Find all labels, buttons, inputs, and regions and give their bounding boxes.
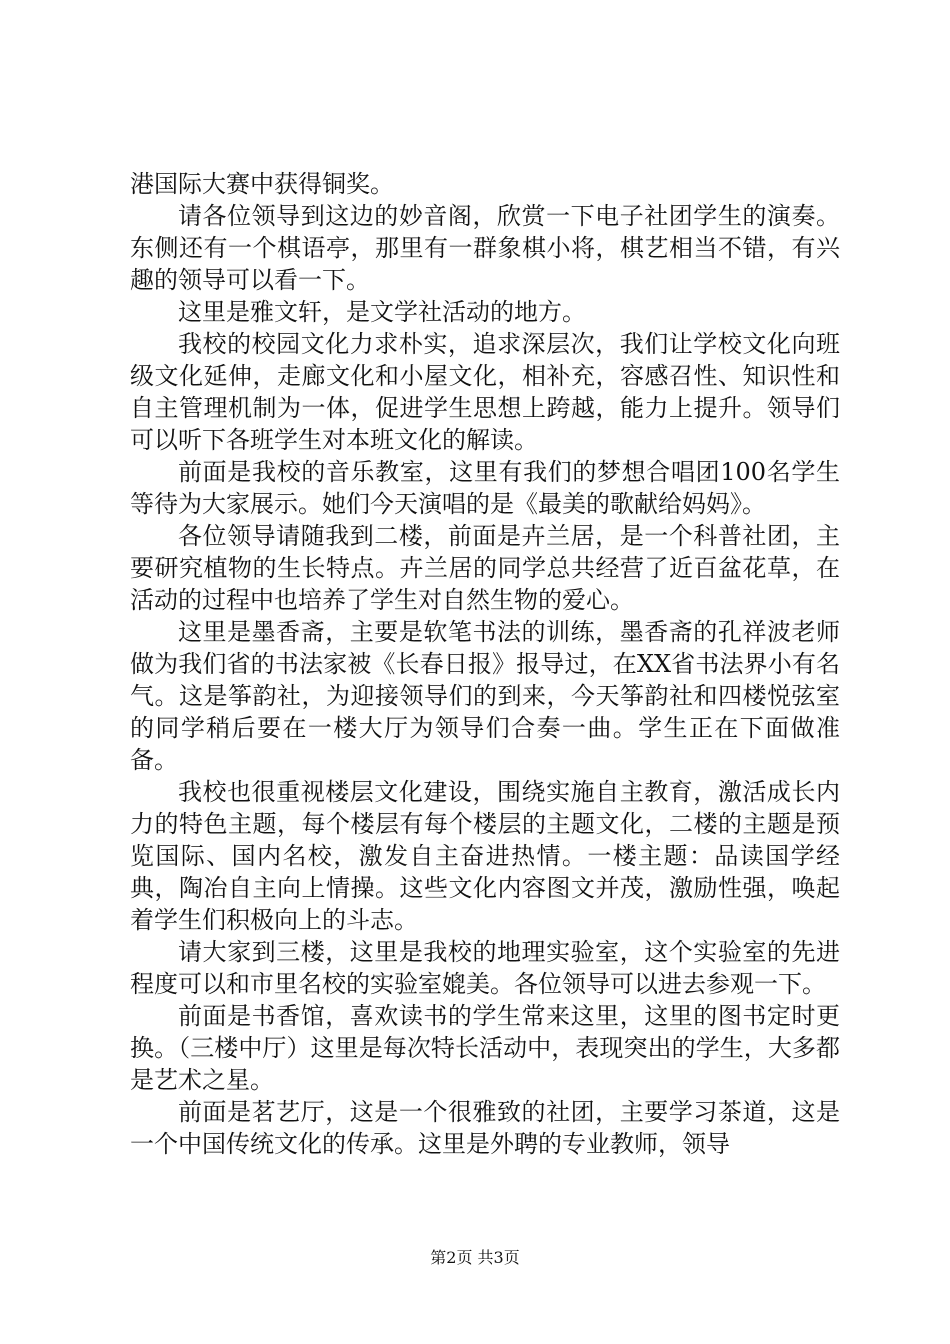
paragraph: 各位领导请随我到二楼，前面是卉兰居，是一个科普社团，主要研究植物的生长特点。卉兰居的同学总共经营了近百盆花草，在活动的过程中也培养了学生对自然生物的爱心。 (130, 522, 840, 614)
paragraph: 这里是雅文轩，是文学社活动的地方。 (178, 298, 586, 326)
paragraph: 我校也很重视楼层文化建设，围绕实施自主教育，激活成长内力的特色主题，每个楼层有每个楼层的主题文化，二楼的主题是预览国际、国内名校，激发自主奋进热情。一楼主题：品读国学经典，陶冶自主向上情操。这些文化内容图文并茂，激励性强，唤起着学生们积极向上的斗志。 (130, 778, 840, 934)
paragraph: 前面是我校的音乐教室，这里有我们的梦想合唱团100名学生等待为大家展示。她们今天演唱的是《最美的歌献给妈妈》。 (130, 458, 840, 518)
paragraph: 请大家到三楼，这里是我校的地理实验室，这个实验室的先进程度可以和市里名校的实验室媲美。各位领导可以进去参观一下。 (130, 938, 840, 998)
paragraph: 前面是茗艺厅，这是一个很雅致的社团，主要学习茶道，这是一个中国传统文化的传承。这里是外聘的专业教师，领导 (130, 1098, 840, 1158)
paragraph: 我校的校园文化力求朴实，追求深层次，我们让学校文化向班级文化延伸，走廊文化和小屋文化，相补充，容感召性、知识性和自主管理机制为一体，促进学生思想上跨越，能力上提升。领导们可以听下各班学生对本班文化的解读。 (130, 330, 840, 454)
document-body (130, 168, 840, 1160)
paragraph-continuation: 港国际大赛中获得铜奖。 (130, 170, 394, 198)
page-number-footer: 第2页 共3页 (430, 1248, 520, 1267)
paragraph: 前面是书香馆，喜欢读书的学生常来这里，这里的图书定时更换。（三楼中厅）这里是每次特长活动中，表现突出的学生，大多都是艺术之星。 (130, 1002, 840, 1094)
paragraph: 这里是墨香斋，主要是软笔书法的训练，墨香斋的孔祥波老师做为我们省的书法家被《长春日报》报导过，在XX省书法界小有名气。这是筝韵社，为迎接领导们的到来，今天筝韵社和四楼悦弦室的同学稍后要在一楼大厅为领导们合奏一曲。学生正在下面做准备。 (130, 618, 840, 774)
paragraph: 请各位领导到这边的妙音阁，欣赏一下电子社团学生的演奏。东侧还有一个棋语亭，那里有一群象棋小将，棋艺相当不错，有兴趣的领导可以看一下。 (130, 202, 840, 294)
